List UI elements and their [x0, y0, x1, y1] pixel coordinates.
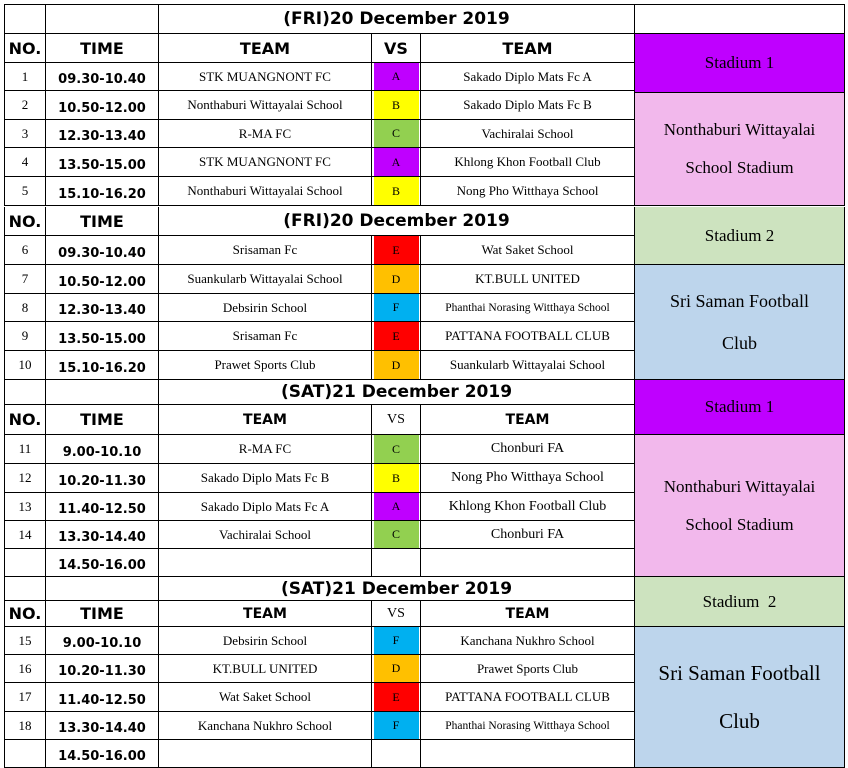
- match-number: 6: [4, 236, 46, 265]
- blank-cell: [4, 4, 46, 34]
- header-team-away: TEAM: [421, 601, 635, 627]
- team-away: Phanthai Norasing Witthaya School: [421, 712, 635, 740]
- match-time: 12.30-13.40: [46, 294, 159, 322]
- team-away: Khlong Khon Football Club: [421, 493, 635, 521]
- match-time: 13.50-15.00: [46, 148, 159, 177]
- match-number: 4: [4, 148, 46, 177]
- team-home: Kanchana Nukhro School: [159, 712, 372, 740]
- match-time: 14.50-16.00: [46, 549, 159, 577]
- group-badge: D: [372, 351, 421, 380]
- header-vs: VS: [372, 405, 421, 435]
- venue-label: School Stadium: [685, 514, 794, 534]
- group-badge: C: [372, 521, 421, 549]
- match-number: 5: [4, 177, 46, 206]
- team-home: Nonthaburi Wittayalai School: [159, 177, 372, 206]
- match-number: 12: [4, 464, 46, 493]
- venue-location: [635, 93, 845, 206]
- team-away: Nong Pho Witthaya School: [421, 177, 635, 206]
- match-time: 11.40-12.50: [46, 493, 159, 521]
- section-date: (SAT)21 December 2019: [159, 380, 635, 405]
- blank-cell: [46, 380, 159, 405]
- venue-stadium: [635, 380, 845, 435]
- match-number: 8: [4, 294, 46, 322]
- team-home: Suankularb Wittayalai School: [159, 265, 372, 294]
- blank-cell: [4, 380, 46, 405]
- match-time: 9.00-10.10: [46, 435, 159, 464]
- venue-label: Club: [721, 333, 757, 353]
- venue-location: [635, 627, 845, 768]
- match-number: [4, 549, 46, 577]
- venue-label: Nonthaburi Wittayalai: [663, 120, 816, 139]
- venue-label: Stadium 1: [704, 53, 775, 72]
- match-number: 2: [4, 91, 46, 120]
- team-home: Srisaman Fc: [159, 236, 372, 265]
- team-home: KT.BULL UNITED: [159, 655, 372, 683]
- team-home: Debsirin School: [159, 627, 372, 655]
- match-time: 13.30-14.40: [46, 521, 159, 549]
- match-time: 10.20-11.30: [46, 655, 159, 683]
- group-badge: B: [372, 91, 421, 120]
- match-number: 3: [4, 120, 46, 148]
- header-no: NO.: [4, 207, 46, 236]
- team-away: Suankularb Wittayalai School: [421, 351, 635, 380]
- match-number: 13: [4, 493, 46, 521]
- section-date: (SAT)21 December 2019: [159, 577, 635, 601]
- team-away: Chonburi FA: [421, 521, 635, 549]
- group-badge: F: [372, 294, 421, 322]
- group-badge: F: [372, 712, 421, 740]
- team-away: Sakado Diplo Mats Fc A: [421, 63, 635, 91]
- match-number: 18: [4, 712, 46, 740]
- match-number: [4, 740, 46, 768]
- match-time: 10.50-12.00: [46, 91, 159, 120]
- group-badge: E: [372, 683, 421, 712]
- match-number: 16: [4, 655, 46, 683]
- header-team-home: TEAM: [159, 601, 372, 627]
- team-home: Sakado Diplo Mats Fc B: [159, 464, 372, 493]
- header-vs: VS: [372, 601, 421, 627]
- group-badge: D: [372, 265, 421, 294]
- match-time: 12.30-13.40: [46, 120, 159, 148]
- group-badge: A: [372, 493, 421, 521]
- venue-stadium: [635, 34, 845, 93]
- header-team-away: TEAM: [421, 405, 635, 435]
- match-time: 10.20-11.30: [46, 464, 159, 493]
- header-team-home: TEAM: [159, 34, 372, 63]
- header-vs: VS: [372, 34, 421, 63]
- team-home: R-MA FC: [159, 120, 372, 148]
- blank-cell: [46, 4, 159, 34]
- match-time: 09.30-10.40: [46, 236, 159, 265]
- match-number: 17: [4, 683, 46, 712]
- team-away: [421, 740, 635, 768]
- group-badge: [372, 740, 421, 768]
- header-time: TIME: [46, 34, 159, 63]
- team-home: Sakado Diplo Mats Fc A: [159, 493, 372, 521]
- group-badge: A: [372, 148, 421, 177]
- match-time: 9.00-10.10: [46, 627, 159, 655]
- group-badge: A: [372, 63, 421, 91]
- group-badge: E: [372, 322, 421, 351]
- section-date: (FRI)20 December 2019: [159, 207, 635, 236]
- venue-label: Nonthaburi Wittayalai: [663, 476, 816, 496]
- team-home: R-MA FC: [159, 435, 372, 464]
- header-time: TIME: [46, 207, 159, 236]
- match-number: 7: [4, 265, 46, 294]
- match-time: 13.50-15.00: [46, 322, 159, 351]
- venue-stadium: [635, 207, 845, 265]
- venue-label: Sri Saman Football: [670, 291, 809, 311]
- team-away: Sakado Diplo Mats Fc B: [421, 91, 635, 120]
- group-badge: [372, 549, 421, 577]
- blank-cell: [4, 577, 46, 601]
- venue-location: [635, 265, 845, 380]
- team-away: Chonburi FA: [421, 435, 635, 464]
- header-team-away: TEAM: [421, 34, 635, 63]
- venue-label: Stadium 1: [704, 397, 775, 416]
- team-home: Debsirin School: [159, 294, 372, 322]
- match-number: 9: [4, 322, 46, 351]
- team-away: PATTANA FOOTBALL CLUB: [421, 683, 635, 712]
- team-home: Vachiralai School: [159, 521, 372, 549]
- match-time: 10.50-12.00: [46, 265, 159, 294]
- team-away: [421, 549, 635, 577]
- venue-label: Stadium 2: [702, 591, 777, 611]
- group-badge: C: [372, 120, 421, 148]
- group-badge: B: [372, 177, 421, 206]
- team-away: Phanthai Norasing Witthaya School: [421, 294, 635, 322]
- team-away: Kanchana Nukhro School: [421, 627, 635, 655]
- blank-cell: [635, 4, 845, 34]
- match-number: 15: [4, 627, 46, 655]
- team-home: [159, 549, 372, 577]
- match-time: 13.30-14.40: [46, 712, 159, 740]
- section-date: (FRI)20 December 2019: [159, 4, 635, 34]
- team-away: Khlong Khon Football Club: [421, 148, 635, 177]
- group-badge: B: [372, 464, 421, 493]
- match-time: 15.10-16.20: [46, 177, 159, 206]
- header-no: NO.: [4, 601, 46, 627]
- group-badge: E: [372, 236, 421, 265]
- team-home: Nonthaburi Wittayalai School: [159, 91, 372, 120]
- group-badge: F: [372, 627, 421, 655]
- header-time: TIME: [46, 405, 159, 435]
- team-away: Vachiralai School: [421, 120, 635, 148]
- team-home: Srisaman Fc: [159, 322, 372, 351]
- header-time: TIME: [46, 601, 159, 627]
- team-home: STK MUANGNONT FC: [159, 63, 372, 91]
- group-badge: D: [372, 655, 421, 683]
- match-number: 10: [4, 351, 46, 380]
- team-away: Nong Pho Witthaya School: [421, 464, 635, 493]
- team-away: Wat Saket School: [421, 236, 635, 265]
- team-away: PATTANA FOOTBALL CLUB: [421, 322, 635, 351]
- venue-label: Stadium 2: [704, 225, 775, 245]
- team-away: Prawet Sports Club: [421, 655, 635, 683]
- team-home: [159, 740, 372, 768]
- match-number: 11: [4, 435, 46, 464]
- team-away: KT.BULL UNITED: [421, 265, 635, 294]
- match-time: 15.10-16.20: [46, 351, 159, 380]
- header-no: NO.: [4, 405, 46, 435]
- match-time: 11.40-12.50: [46, 683, 159, 712]
- match-number: 1: [4, 63, 46, 91]
- header-team-home: TEAM: [159, 405, 372, 435]
- match-time: 09.30-10.40: [46, 63, 159, 91]
- venue-stadium: [635, 577, 845, 627]
- team-home: STK MUANGNONT FC: [159, 148, 372, 177]
- match-time: 14.50-16.00: [46, 740, 159, 768]
- venue-label: School Stadium: [685, 158, 794, 177]
- header-no: NO.: [4, 34, 46, 63]
- group-badge: C: [372, 435, 421, 464]
- blank-cell: [46, 577, 159, 601]
- venue-label: Club: [719, 709, 760, 733]
- venue-location: [635, 435, 845, 577]
- match-number: 14: [4, 521, 46, 549]
- team-home: Prawet Sports Club: [159, 351, 372, 380]
- venue-label: Sri Saman Football: [658, 661, 821, 685]
- team-home: Wat Saket School: [159, 683, 372, 712]
